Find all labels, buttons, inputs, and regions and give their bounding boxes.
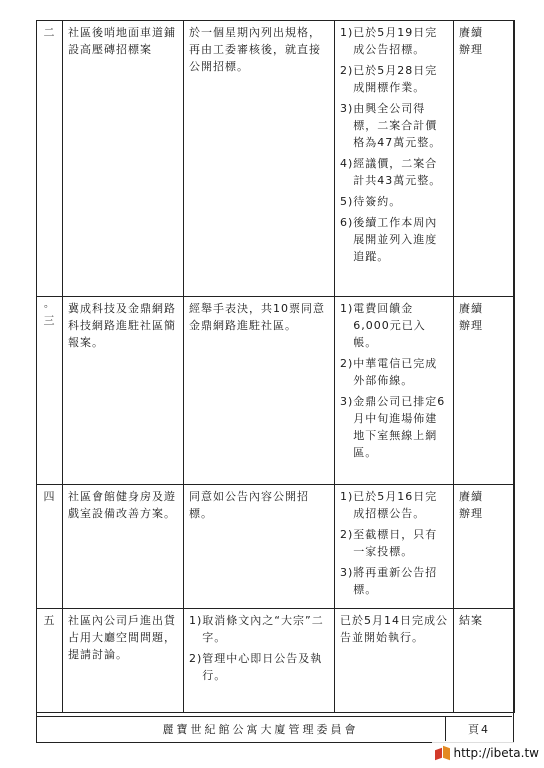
item-number: 二 (43, 26, 56, 39)
list-item (340, 526, 448, 560)
status-cell (454, 485, 515, 609)
list-item (340, 564, 448, 598)
list-item (340, 393, 448, 461)
list-item-number: 2) (340, 357, 354, 370)
list-item-text: 取消條文內之“大宗”二字。 (202, 614, 324, 644)
item-number: 五 (43, 614, 56, 627)
item-number: 三 (43, 314, 56, 327)
topic-text: 社區後哨地面車道鋪設高壓磚招標案 (68, 26, 176, 56)
minutes-table (36, 20, 515, 713)
resolution-text: 經舉手表決，共10票同意金鼎網路進駐社區。 (189, 302, 325, 332)
execution-text: 已於5月14日完成公告並開始執行。 (340, 614, 448, 644)
list-item (340, 488, 448, 522)
resolution-text: 於一個星期內列出規格，再由工委審核後，就直接公開招標。 (189, 26, 321, 73)
list-item-text: 待簽約。 (353, 195, 402, 208)
item-dot-mark: 。 (44, 299, 55, 310)
page-number: 頁4 (445, 717, 512, 741)
execution-cell (335, 485, 454, 609)
list-item-number: 3) (340, 102, 354, 115)
list-item (189, 650, 329, 684)
topic-cell (63, 297, 184, 485)
status-cell (454, 609, 515, 713)
status-text: 賡續辦理 (459, 490, 483, 520)
execution-list (340, 24, 448, 265)
list-item-text: 由興全公司得標，二案合計價格為47萬元整。 (353, 102, 442, 149)
topic-text: 社區內公司戶進出貨占用大廳空間問題，提請討論。 (68, 614, 176, 661)
list-item-text: 電費回饋金6,000元已入帳。 (353, 302, 426, 349)
committee-name: 麗寶世紀館公寓大廈管理委員會 (162, 723, 359, 736)
list-item-text: 經議價，二案合計共43萬元整。 (353, 157, 442, 187)
resolution-cell (184, 609, 335, 713)
resolution-list (189, 612, 329, 684)
list-item-text: 已於5月19日完成公告招標。 (353, 26, 438, 56)
list-item (340, 24, 448, 58)
item-number: 四 (43, 490, 56, 503)
status-cell (454, 297, 515, 485)
status-text: 賡續辦理 (459, 26, 483, 56)
list-item-number: 3) (340, 566, 354, 579)
list-item-text: 已於5月16日完成招標公告。 (353, 490, 438, 520)
status-text: 結案 (459, 614, 483, 627)
execution-cell (335, 297, 454, 485)
resolution-cell (184, 21, 335, 297)
table-row (37, 485, 515, 609)
list-item-text: 金鼎公司已排定6月中旬進場佈建地下室無線上網區。 (353, 395, 446, 459)
execution-cell (335, 21, 454, 297)
topic-text: 社區會館健身房及遊戲室設備改善方案。 (68, 490, 176, 520)
list-item-text: 將再重新公告招標。 (353, 566, 438, 596)
list-item (340, 155, 448, 189)
status-cell (454, 21, 515, 297)
list-item (189, 612, 329, 646)
list-item-text: 後續工作本周內展開並列入進度追蹤。 (353, 216, 438, 263)
list-item (340, 193, 448, 210)
list-item-text: 已於5月28日完成開標作業。 (353, 64, 438, 94)
table-row (37, 609, 515, 713)
list-item (340, 214, 448, 265)
topic-cell (63, 609, 184, 713)
list-item-text: 至截標日，只有一家投標。 (353, 528, 438, 558)
execution-cell (335, 609, 454, 713)
list-item-number: 5) (340, 195, 354, 208)
list-item-text: 管理中心即日公告及執行。 (202, 652, 323, 682)
topic-cell (63, 21, 184, 297)
item-number-cell (37, 485, 63, 609)
status-text: 賡續辦理 (459, 302, 483, 332)
list-item-number: 3) (340, 395, 354, 408)
table-row (37, 297, 515, 485)
execution-list (340, 300, 448, 461)
ibeta-logo-icon (435, 746, 451, 760)
list-item-text: 中華電信已完成外部佈線。 (353, 357, 438, 387)
resolution-cell (184, 485, 335, 609)
list-item-number: 6) (340, 216, 354, 229)
list-item (340, 300, 448, 351)
resolution-text: 同意如公告內容公開招標。 (189, 490, 309, 520)
topic-cell (63, 485, 184, 609)
page-footer (36, 716, 512, 741)
list-item-number: 2) (340, 528, 354, 541)
list-item-number: 4) (340, 157, 354, 170)
list-item-number: 1) (189, 614, 203, 627)
watermark-url: http://ibeta.tw (453, 746, 539, 760)
list-item-number: 1) (340, 490, 354, 503)
list-item (340, 355, 448, 389)
list-item (340, 100, 448, 151)
site-watermark (432, 742, 543, 764)
list-item-number: 2) (340, 64, 354, 77)
resolution-cell (184, 297, 335, 485)
item-number-cell (37, 297, 63, 485)
topic-text: 冀成科技及金鼎網路科技網路進駐社區簡報案。 (68, 302, 176, 349)
minutes-table-body (37, 21, 515, 713)
table-row (37, 21, 515, 297)
list-item-number: 1) (340, 26, 354, 39)
list-item-number: 1) (340, 302, 354, 315)
execution-list (340, 488, 448, 598)
list-item (340, 62, 448, 96)
item-number-cell (37, 21, 63, 297)
list-item-number: 2) (189, 652, 203, 665)
item-number-cell (37, 609, 63, 713)
